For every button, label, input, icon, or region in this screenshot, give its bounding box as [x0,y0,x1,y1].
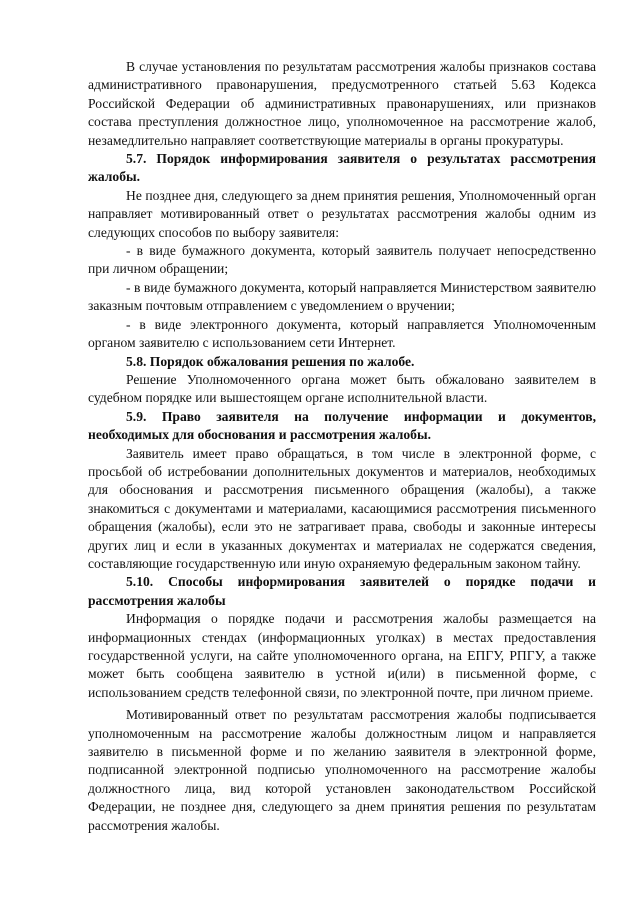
paragraph-appeal: Решение Уполномоченного органа может быть обжаловано заявителем в судебном порядке или вышестоящем органе исполнительной власти. [88,371,596,406]
heading-5-10: 5.10. Способы информирования заявителей о порядке подачи и рассмотрения жалобы [88,574,596,608]
heading-5-7: 5.7. Порядок информирования заявителя о результатах рассмотрения жалобы. [88,151,596,185]
list-item-paper-personal: - в виде бумажного документа, который заявитель получает непосредственно при личном обращении; [88,243,596,277]
list-item-paper-mail: - в виде бумажного документа, который направляется Министерством заявителю заказным почтовым отправлением с уведомлением о вручении; [88,279,596,314]
paragraph-information-placement: Информация о порядке подачи и рассмотрения жалобы размещается на информационных стендах (информационных уголках) в местах предоставления государственной услуги, на сайте уполномоченного органа, на ЕПГУ, РПГУ, а также может быть сообщена заявителю в устной и(или) в письменной форме, с использованием средств телефонной связи, по электронной почте, при личном приеме. [88,611,596,700]
heading-5-8: 5.8. Порядок обжалования решения по жалобе. [126,353,415,369]
paragraph-motivated-response: Мотивированный ответ по результатам рассмотрения жалобы подписывается уполномоченным на рассмотрение жалобы должностным лицом и направляется заявителю в письменной форме и по желанию заявителя в электронной форме, подписанной электронной подписью уполномоченного на рассмотрение жалобы должностного лица, вид которой установлен законодательством Российской Федерации, не позднее дня, следующего за днем принятия решения по результатам рассмотрения жалобы. [88,707,596,833]
paragraph-response-deadline: Не позднее дня, следующего за днем принятия решения, Уполномоченный орган направляет мотивированный ответ о результатах рассмотрения жалобы одним из следующих способов по выбору заявителя: [88,187,596,240]
list-item-electronic: - в виде электронного документа, который направляется Уполномоченным органом заявителю с использованием сети Интернет. [88,316,596,351]
paragraph-right-to-information: Заявитель имеет право обращаться, в том числе в электронной форме, с просьбой об истребовании дополнительных документов и материалов, необходимых для обоснования и рассмотрения письменного обращения (жалобы), а также знакомиться с документами и материалами, касающимися рассмотрения письменного обращения (жалобы), если это не затрагивает права, свободы и законные интересы других лиц и если в указанных документах и материалах не содержатся сведения, составляющие государственную или иную охраняемую федеральным законом тайну. [88,445,596,571]
paragraph-prosecutor: В случае установления по результатам рассмотрения жалобы признаков состава административного правонарушения, предусмотренного статьей 5.63 Кодекса Российской Федерации об административных правонарушениях, или признаков состава преступления должностное лицо, уполномоченное на рассмотрение жалоб, незамедлительно направляет соответствующие материалы в органы прокуратуры. [88,59,596,148]
heading-5-9: 5.9. Право заявителя на получение информации и документов, необходимых для обоснования и рассмотрения жалобы. [88,408,596,443]
